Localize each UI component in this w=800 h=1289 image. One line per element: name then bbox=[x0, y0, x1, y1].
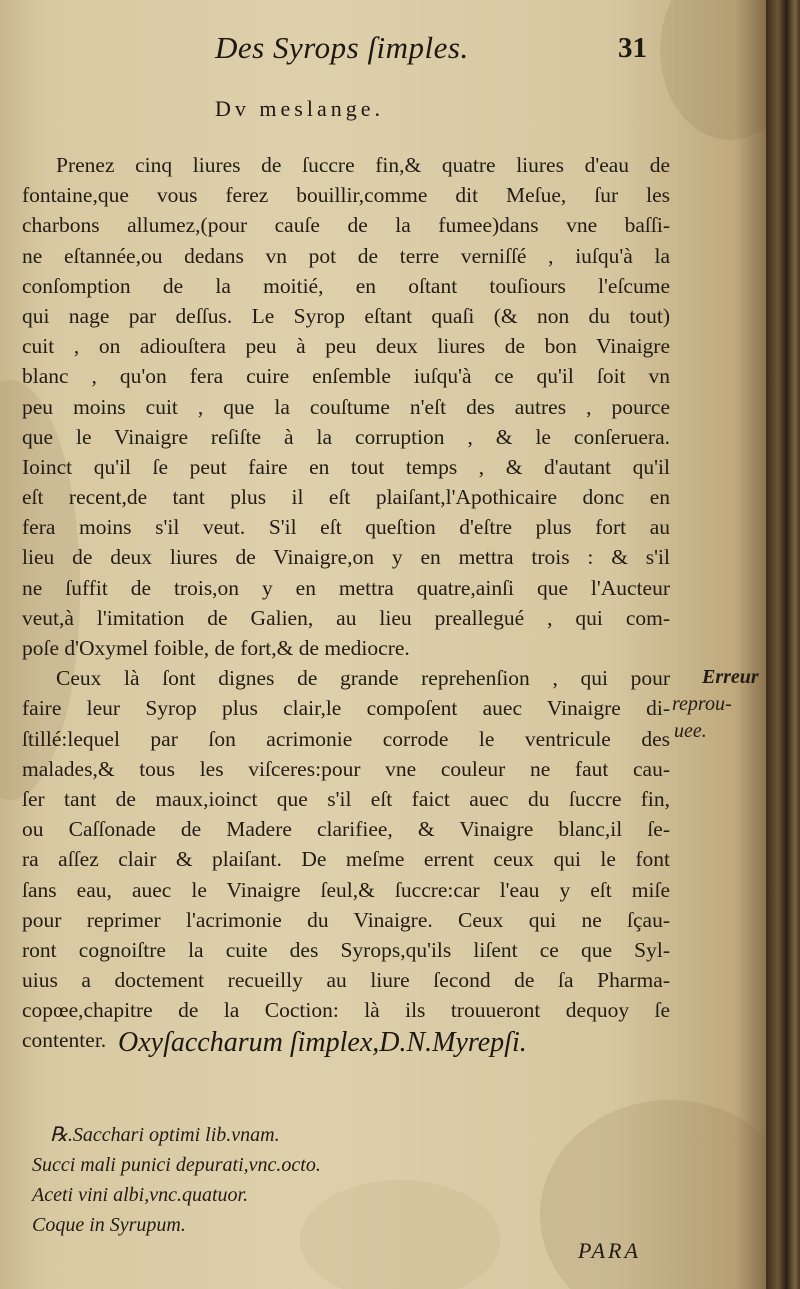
page-header bbox=[0, 30, 766, 76]
text-line: cuit , on adiouſtera peu à peu deux liures de bon Vinaigre bbox=[22, 334, 670, 359]
text-line: charbons allumez,(pour cauſe de la fumee)dans vne baſſi- bbox=[22, 213, 670, 238]
section-title: Dv meslange. bbox=[215, 96, 384, 121]
text-line: qui nage par deſſus. Le Syrop eſtant quaſi (& non du tout) bbox=[22, 303, 670, 328]
running-head: Des Syrops ſimples. bbox=[215, 30, 469, 65]
text-line: veut,à l'imitation de Galien, au lieu preallegué , qui com- bbox=[22, 605, 670, 630]
text-line: uius a doctement recueilly au liure ſecond de ſa Pharma- bbox=[22, 968, 670, 993]
page-number: 31 bbox=[618, 32, 647, 64]
text-line: Ceux là ſont dignes de grande reprehenſion , qui pour bbox=[56, 666, 670, 691]
text-line: eſt recent,de tant plus il eſt plaiſant,l'Apothicaire donc en bbox=[22, 485, 670, 510]
recipe-line: ℞.Sacchari optimi lib.vnam. bbox=[50, 1124, 280, 1146]
marginal-note-line: reprou- bbox=[672, 693, 732, 715]
body-text bbox=[22, 150, 670, 1056]
text-line: ront cognoiſtre la cuite des Syrops,qu'ils liſent ce que Syl- bbox=[22, 937, 670, 962]
text-line: Ioinct qu'il ſe peut faire en tout temps , & d'autant qu'il bbox=[22, 454, 670, 479]
book-spine-edge bbox=[766, 0, 800, 1289]
recipe-line: Coque in Syrupum. bbox=[32, 1214, 186, 1236]
marginal-note-line: Erreur bbox=[702, 666, 759, 688]
text-line: ne ſuffit de trois,on y en mettra quatre,ainſi que l'Aucteur bbox=[22, 575, 670, 600]
text-line: malades,& tous les viſceres:pour vne couleur ne faut cau- bbox=[22, 756, 670, 781]
recipe-title: Oxyſaccharum ſimplex,D.N.Myrepſi. bbox=[118, 1027, 527, 1058]
text-line: fera moins s'il veut. S'il eſt queſtion d'eſtre plus fort au bbox=[22, 515, 670, 540]
text-line: ne eſtannée,ou dedans vn pot de terre verniſſé , iuſqu'à la bbox=[22, 243, 670, 268]
text-line: ſtillé:lequel par ſon acrimonie corrode le ventricule des bbox=[22, 726, 670, 751]
recipe bbox=[32, 1120, 321, 1240]
text-line: blanc , qu'on fera cuire enſemble iuſqu'à ce qu'il ſoit vn bbox=[22, 364, 670, 389]
text-line: ra aſſez clair & plaiſant. De meſme errent ceux qui le font bbox=[22, 847, 670, 872]
text-line: copœe,chapitre de la Coction: là ils trouueront dequoy ſe bbox=[22, 998, 670, 1023]
text-line: lieu de deux liures de Vinaigre,on y en mettra trois : & s'il bbox=[22, 545, 670, 570]
text-line: peu moins cuit , que la couſtume n'eſt des autres , pource bbox=[22, 394, 670, 419]
marginal-note bbox=[672, 664, 758, 745]
text-line: Prenez cinq liures de ſuccre fin,& quatre liures d'eau de bbox=[56, 153, 670, 177]
text-line: ſer tant de maux,ioinct que s'il eſt faict auec du ſuccre fin, bbox=[22, 786, 670, 811]
text-line: fontaine,que vous ferez bouillir,comme dit Meſue, ſur les bbox=[22, 183, 670, 208]
text-line: ou Caſſonade de Madere clarifiee, & Vinaigre blanc,il ſe- bbox=[22, 817, 670, 842]
recipe-line: Aceti vini albi,vnc.quatuor. bbox=[32, 1184, 249, 1206]
text-line: contenter. bbox=[22, 1028, 107, 1053]
catchword: PARA bbox=[578, 1238, 641, 1263]
marginal-note-line: uee. bbox=[674, 720, 707, 742]
text-line: pour reprimer l'acrimonie du Vinaigre. Ceux qui ne ſçau- bbox=[22, 907, 670, 932]
text-line: ſans eau, auec le Vinaigre ſeul,& ſuccre:car l'eau y eſt miſe bbox=[22, 877, 670, 902]
text-line: faire leur Syrop plus clair,le compoſent auec Vinaigre di- bbox=[22, 696, 670, 721]
text-line: que le Vinaigre reſiſte à la corruption , & le conſeruera. bbox=[22, 424, 670, 449]
text-line: conſomption de la moitié, en oſtant touſiours l'eſcume bbox=[22, 273, 670, 298]
text-line: poſe d'Oxymel foible, de fort,& de mediocre. bbox=[22, 636, 410, 660]
recipe-line: Succi mali punici depurati,vnc.octo. bbox=[32, 1154, 321, 1176]
